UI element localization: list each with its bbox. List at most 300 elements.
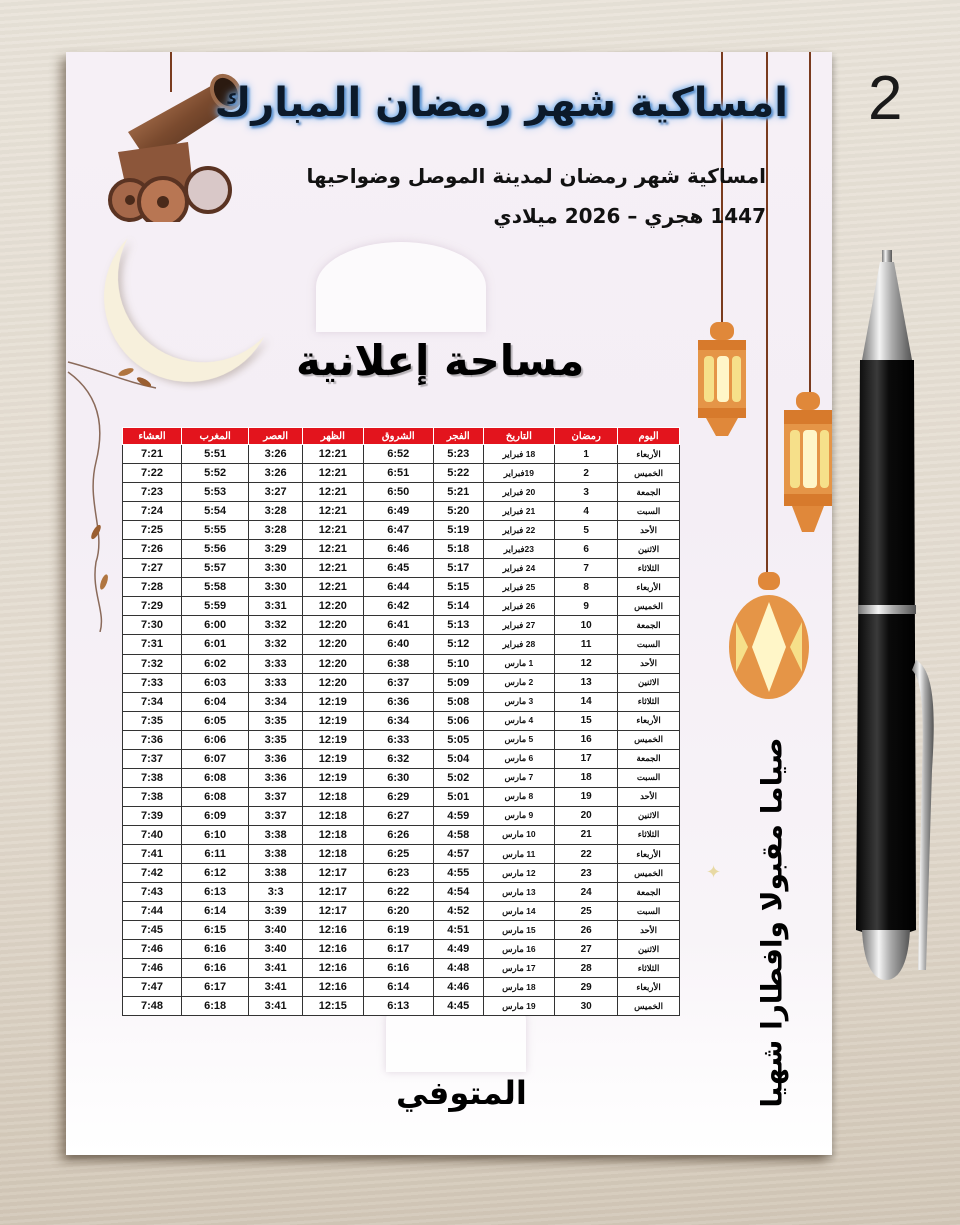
table-row [123, 768, 680, 787]
cell-sunrise: 6:20 [363, 902, 433, 921]
col-maghrib: المغرب [181, 428, 248, 445]
cell-sunrise: 6:51 [363, 464, 433, 483]
cell-date: 11 مارس [483, 844, 555, 863]
lantern-icon [726, 572, 812, 702]
cell-rnum: 17 [555, 749, 618, 768]
cell-asr: 3:34 [249, 692, 303, 711]
cell-dhuhr: 12:19 [303, 711, 364, 730]
table-row [123, 749, 680, 768]
cell-sunrise: 6:52 [363, 445, 433, 464]
cell-date: 21 فبراير [483, 502, 555, 521]
cell-rnum: 13 [555, 673, 618, 692]
cell-dhuhr: 12:20 [303, 597, 364, 616]
cell-sunrise: 6:46 [363, 540, 433, 559]
footer-name: المتوفي [396, 1074, 527, 1112]
cell-day: الأربعاء [618, 578, 680, 597]
cell-maghrib: 5:56 [181, 540, 248, 559]
cell-isha: 7:40 [123, 825, 182, 844]
cell-date: 1 مارس [483, 654, 555, 673]
cell-asr: 3:38 [249, 844, 303, 863]
cell-date: 12 مارس [483, 864, 555, 883]
ad-space-label: مساحة إعلانية [296, 336, 585, 385]
cell-maghrib: 6:09 [181, 806, 248, 825]
cell-dhuhr: 12:18 [303, 787, 364, 806]
cell-sunrise: 6:41 [363, 616, 433, 635]
cell-maghrib: 6:16 [181, 940, 248, 959]
imsakiya-sheet [66, 52, 832, 1155]
cell-isha: 7:37 [123, 749, 182, 768]
cell-date: 19 مارس [483, 997, 555, 1016]
table-row [123, 521, 680, 540]
cell-date: 2 مارس [483, 673, 555, 692]
cell-isha: 7:25 [123, 521, 182, 540]
cell-dhuhr: 12:17 [303, 864, 364, 883]
cell-dhuhr: 12:19 [303, 749, 364, 768]
cell-day: الأحد [618, 921, 680, 940]
cell-day: الخميس [618, 997, 680, 1016]
cell-fajr: 4:55 [433, 864, 483, 883]
cell-rnum: 6 [555, 540, 618, 559]
col-fajr: الفجر [433, 428, 483, 445]
cell-date: 19فبراير [483, 464, 555, 483]
cell-dhuhr: 12:19 [303, 692, 364, 711]
table-row [123, 464, 680, 483]
cell-day: الأربعاء [618, 445, 680, 464]
cell-isha: 7:45 [123, 921, 182, 940]
cell-maghrib: 5:57 [181, 559, 248, 578]
cell-asr: 3:41 [249, 959, 303, 978]
cell-asr: 3:40 [249, 940, 303, 959]
cell-day: الأربعاء [618, 844, 680, 863]
cell-day: الثلاثاء [618, 692, 680, 711]
table-body [123, 445, 680, 1016]
cell-isha: 7:42 [123, 864, 182, 883]
table-row [123, 597, 680, 616]
cell-rnum: 26 [555, 921, 618, 940]
cell-isha: 7:43 [123, 883, 182, 902]
table-row [123, 902, 680, 921]
cell-isha: 7:28 [123, 578, 182, 597]
cell-dhuhr: 12:16 [303, 921, 364, 940]
cell-asr: 3:41 [249, 978, 303, 997]
cell-date: 15 مارس [483, 921, 555, 940]
cell-sunrise: 6:26 [363, 825, 433, 844]
cell-day: الأحد [618, 521, 680, 540]
table-row [123, 635, 680, 654]
cell-dhuhr: 12:21 [303, 521, 364, 540]
page-number: 2 [868, 64, 903, 133]
cell-day: السبت [618, 502, 680, 521]
cell-maghrib: 6:15 [181, 921, 248, 940]
table-row [123, 616, 680, 635]
cell-maghrib: 6:08 [181, 787, 248, 806]
cell-sunrise: 6:47 [363, 521, 433, 540]
cell-sunrise: 6:16 [363, 959, 433, 978]
cell-rnum: 15 [555, 711, 618, 730]
table-row [123, 940, 680, 959]
cell-date: 7 مارس [483, 768, 555, 787]
cell-rnum: 23 [555, 864, 618, 883]
cell-isha: 7:31 [123, 635, 182, 654]
cell-isha: 7:47 [123, 978, 182, 997]
cell-rnum: 25 [555, 902, 618, 921]
cell-sunrise: 6:13 [363, 997, 433, 1016]
cell-asr: 3:35 [249, 711, 303, 730]
cell-dhuhr: 12:20 [303, 654, 364, 673]
cell-isha: 7:24 [123, 502, 182, 521]
cell-rnum: 11 [555, 635, 618, 654]
cell-dhuhr: 12:21 [303, 502, 364, 521]
cell-maghrib: 6:10 [181, 825, 248, 844]
cell-rnum: 27 [555, 940, 618, 959]
cell-fajr: 5:10 [433, 654, 483, 673]
cell-day: الثلاثاء [618, 559, 680, 578]
cell-day: السبت [618, 902, 680, 921]
cell-asr: 3:35 [249, 730, 303, 749]
cell-date: 17 مارس [483, 959, 555, 978]
cell-maghrib: 6:16 [181, 959, 248, 978]
cell-fajr: 5:15 [433, 578, 483, 597]
cell-sunrise: 6:29 [363, 787, 433, 806]
cell-dhuhr: 12:20 [303, 673, 364, 692]
cell-asr: 3:36 [249, 768, 303, 787]
col-sunrise: الشروق [363, 428, 433, 445]
cell-sunrise: 6:44 [363, 578, 433, 597]
cell-date: 3 مارس [483, 692, 555, 711]
col-date: التاريخ [483, 428, 555, 445]
cell-date: 25 فبراير [483, 578, 555, 597]
cell-fajr: 5:04 [433, 749, 483, 768]
cell-fajr: 5:23 [433, 445, 483, 464]
cell-dhuhr: 12:21 [303, 464, 364, 483]
cell-date: 5 مارس [483, 730, 555, 749]
cell-sunrise: 6:27 [363, 806, 433, 825]
cell-date: 18 فبراير [483, 445, 555, 464]
table-row [123, 578, 680, 597]
cell-day: الأربعاء [618, 978, 680, 997]
rope-decoration [809, 52, 811, 394]
table-row [123, 997, 680, 1016]
cell-sunrise: 6:37 [363, 673, 433, 692]
cell-fajr: 5:13 [433, 616, 483, 635]
cell-asr: 3:33 [249, 673, 303, 692]
table-row [123, 692, 680, 711]
cell-dhuhr: 12:18 [303, 806, 364, 825]
year-line: 1447 هجري – 2026 ميلادي [493, 204, 766, 228]
cell-asr: 3:38 [249, 864, 303, 883]
subtitle: امساكية شهر رمضان لمدينة الموصل وضواحيها [306, 164, 766, 188]
cell-rnum: 3 [555, 483, 618, 502]
cell-isha: 7:38 [123, 787, 182, 806]
cell-maghrib: 6:18 [181, 997, 248, 1016]
cell-rnum: 4 [555, 502, 618, 521]
cell-isha: 7:46 [123, 940, 182, 959]
cell-rnum: 14 [555, 692, 618, 711]
cell-asr: 3:26 [249, 464, 303, 483]
cell-rnum: 19 [555, 787, 618, 806]
cell-dhuhr: 12:21 [303, 445, 364, 464]
cell-sunrise: 6:49 [363, 502, 433, 521]
cell-asr: 3:36 [249, 749, 303, 768]
cell-fajr: 5:19 [433, 521, 483, 540]
cell-maghrib: 5:55 [181, 521, 248, 540]
cell-fajr: 5:06 [433, 711, 483, 730]
cell-dhuhr: 12:17 [303, 883, 364, 902]
cell-day: الجمعة [618, 749, 680, 768]
star-icon: ✦ [706, 862, 722, 883]
vertical-wish-text: صياما مقبولا وافطارا شهيا [755, 736, 789, 1108]
cell-sunrise: 6:36 [363, 692, 433, 711]
cell-fajr: 5:14 [433, 597, 483, 616]
cell-asr: 3:26 [249, 445, 303, 464]
cell-isha: 7:33 [123, 673, 182, 692]
cell-isha: 7:22 [123, 464, 182, 483]
cell-sunrise: 6:33 [363, 730, 433, 749]
cell-maghrib: 5:52 [181, 464, 248, 483]
cell-date: 26 فبراير [483, 597, 555, 616]
cell-fajr: 5:20 [433, 502, 483, 521]
cell-maghrib: 6:11 [181, 844, 248, 863]
cell-date: 10 مارس [483, 825, 555, 844]
cell-rnum: 7 [555, 559, 618, 578]
cell-sunrise: 6:38 [363, 654, 433, 673]
table-row [123, 673, 680, 692]
cell-fajr: 5:21 [433, 483, 483, 502]
cell-asr: 3:33 [249, 654, 303, 673]
cell-dhuhr: 12:15 [303, 997, 364, 1016]
cell-day: الخميس [618, 864, 680, 883]
cell-fajr: 4:48 [433, 959, 483, 978]
cell-asr: 3:40 [249, 921, 303, 940]
cell-date: 6 مارس [483, 749, 555, 768]
cell-sunrise: 6:34 [363, 711, 433, 730]
cell-fajr: 4:45 [433, 997, 483, 1016]
cell-dhuhr: 12:18 [303, 844, 364, 863]
table-header-row [123, 428, 680, 445]
cell-isha: 7:38 [123, 768, 182, 787]
cell-fajr: 5:02 [433, 768, 483, 787]
cell-rnum: 24 [555, 883, 618, 902]
cell-day: الأحد [618, 787, 680, 806]
cell-asr: 3:3 [249, 883, 303, 902]
cell-day: الأحد [618, 654, 680, 673]
cell-fajr: 5:05 [433, 730, 483, 749]
cell-rnum: 9 [555, 597, 618, 616]
table-row [123, 483, 680, 502]
cell-fajr: 4:51 [433, 921, 483, 940]
cell-fajr: 4:52 [433, 902, 483, 921]
cell-isha: 7:48 [123, 997, 182, 1016]
cell-date: 16 مارس [483, 940, 555, 959]
table-row [123, 654, 680, 673]
cell-rnum: 29 [555, 978, 618, 997]
table-row [123, 559, 680, 578]
cell-fajr: 5:18 [433, 540, 483, 559]
table-row [123, 730, 680, 749]
cell-date: 14 مارس [483, 902, 555, 921]
cell-dhuhr: 12:20 [303, 635, 364, 654]
cell-date: 22 فبراير [483, 521, 555, 540]
cell-isha: 7:41 [123, 844, 182, 863]
cell-isha: 7:23 [123, 483, 182, 502]
cell-isha: 7:21 [123, 445, 182, 464]
table-row [123, 864, 680, 883]
cell-maghrib: 6:03 [181, 673, 248, 692]
cell-maghrib: 5:58 [181, 578, 248, 597]
cell-dhuhr: 12:16 [303, 940, 364, 959]
cell-rnum: 22 [555, 844, 618, 863]
cell-fajr: 4:57 [433, 844, 483, 863]
cell-fajr: 5:17 [433, 559, 483, 578]
cell-day: الاثنين [618, 806, 680, 825]
table-row [123, 711, 680, 730]
cell-day: الثلاثاء [618, 825, 680, 844]
cell-sunrise: 6:30 [363, 768, 433, 787]
cell-sunrise: 6:32 [363, 749, 433, 768]
table-row [123, 883, 680, 902]
cell-sunrise: 6:22 [363, 883, 433, 902]
table-row [123, 806, 680, 825]
rope-decoration [766, 52, 768, 572]
cell-isha: 7:44 [123, 902, 182, 921]
cell-sunrise: 6:19 [363, 921, 433, 940]
cell-rnum: 2 [555, 464, 618, 483]
cell-maghrib: 6:05 [181, 711, 248, 730]
cell-date: 27 فبراير [483, 616, 555, 635]
col-day: اليوم [618, 428, 680, 445]
cell-maghrib: 6:14 [181, 902, 248, 921]
cell-day: الأربعاء [618, 711, 680, 730]
main-title: امساكية شهر رمضان المبارك [214, 80, 788, 126]
cell-rnum: 12 [555, 654, 618, 673]
cell-dhuhr: 12:21 [303, 483, 364, 502]
cell-date: 24 فبراير [483, 559, 555, 578]
cell-isha: 7:32 [123, 654, 182, 673]
col-asr: العصر [249, 428, 303, 445]
cell-asr: 3:38 [249, 825, 303, 844]
cell-day: الاثنين [618, 540, 680, 559]
cell-asr: 3:28 [249, 502, 303, 521]
cell-asr: 3:30 [249, 578, 303, 597]
cell-dhuhr: 12:16 [303, 978, 364, 997]
cell-fajr: 5:09 [433, 673, 483, 692]
table-row [123, 959, 680, 978]
cell-rnum: 21 [555, 825, 618, 844]
cell-isha: 7:36 [123, 730, 182, 749]
cell-rnum: 8 [555, 578, 618, 597]
cell-rnum: 5 [555, 521, 618, 540]
cell-day: الجمعة [618, 616, 680, 635]
cell-sunrise: 6:42 [363, 597, 433, 616]
cell-dhuhr: 12:21 [303, 559, 364, 578]
cell-date: 18 مارس [483, 978, 555, 997]
cell-isha: 7:27 [123, 559, 182, 578]
cell-fajr: 4:59 [433, 806, 483, 825]
cell-asr: 3:30 [249, 559, 303, 578]
cell-maghrib: 6:08 [181, 768, 248, 787]
table-row [123, 445, 680, 464]
cell-sunrise: 6:14 [363, 978, 433, 997]
table-row [123, 978, 680, 997]
cell-date: 23فبراير [483, 540, 555, 559]
cell-day: الثلاثاء [618, 959, 680, 978]
cell-sunrise: 6:25 [363, 844, 433, 863]
cell-maghrib: 5:54 [181, 502, 248, 521]
cell-asr: 3:37 [249, 806, 303, 825]
cell-rnum: 18 [555, 768, 618, 787]
cell-maghrib: 6:02 [181, 654, 248, 673]
table-row [123, 825, 680, 844]
cell-date: 4 مارس [483, 711, 555, 730]
lantern-icon [780, 392, 832, 542]
cell-fajr: 5:12 [433, 635, 483, 654]
cell-asr: 3:37 [249, 787, 303, 806]
cell-asr: 3:32 [249, 635, 303, 654]
lantern-icon [690, 322, 754, 442]
cell-maghrib: 6:04 [181, 692, 248, 711]
cell-isha: 7:46 [123, 959, 182, 978]
cell-dhuhr: 12:18 [303, 825, 364, 844]
cell-date: 28 فبراير [483, 635, 555, 654]
cell-sunrise: 6:23 [363, 864, 433, 883]
col-dhuhr: الظهر [303, 428, 364, 445]
cell-day: السبت [618, 768, 680, 787]
cell-asr: 3:31 [249, 597, 303, 616]
cell-date: 9 مارس [483, 806, 555, 825]
cell-day: الاثنين [618, 940, 680, 959]
pen-image [856, 250, 946, 980]
cell-rnum: 16 [555, 730, 618, 749]
cell-date: 20 فبراير [483, 483, 555, 502]
cell-maghrib: 5:51 [181, 445, 248, 464]
col-isha: العشاء [123, 428, 182, 445]
cell-date: 13 مارس [483, 883, 555, 902]
cell-isha: 7:29 [123, 597, 182, 616]
cell-sunrise: 6:40 [363, 635, 433, 654]
cell-isha: 7:26 [123, 540, 182, 559]
cell-day: الجمعة [618, 883, 680, 902]
cell-dhuhr: 12:20 [303, 616, 364, 635]
cell-asr: 3:39 [249, 902, 303, 921]
cell-rnum: 10 [555, 616, 618, 635]
cell-asr: 3:32 [249, 616, 303, 635]
cell-asr: 3:41 [249, 997, 303, 1016]
cell-fajr: 4:49 [433, 940, 483, 959]
cell-day: الخميس [618, 730, 680, 749]
cell-dhuhr: 12:19 [303, 730, 364, 749]
vertical-wish-text-box [742, 732, 802, 1112]
prayer-times-table [122, 427, 680, 1016]
cell-maghrib: 6:13 [181, 883, 248, 902]
cell-isha: 7:34 [123, 692, 182, 711]
cell-asr: 3:29 [249, 540, 303, 559]
cell-dhuhr: 12:16 [303, 959, 364, 978]
table-row [123, 844, 680, 863]
table-row [123, 787, 680, 806]
cell-day: السبت [618, 635, 680, 654]
cell-sunrise: 6:45 [363, 559, 433, 578]
cell-day: الاثنين [618, 673, 680, 692]
cell-fajr: 5:08 [433, 692, 483, 711]
cell-rnum: 30 [555, 997, 618, 1016]
cell-date: 8 مارس [483, 787, 555, 806]
cell-maghrib: 6:00 [181, 616, 248, 635]
cell-fajr: 5:01 [433, 787, 483, 806]
cell-dhuhr: 12:17 [303, 902, 364, 921]
cell-fajr: 5:22 [433, 464, 483, 483]
cell-isha: 7:30 [123, 616, 182, 635]
cell-maghrib: 6:01 [181, 635, 248, 654]
